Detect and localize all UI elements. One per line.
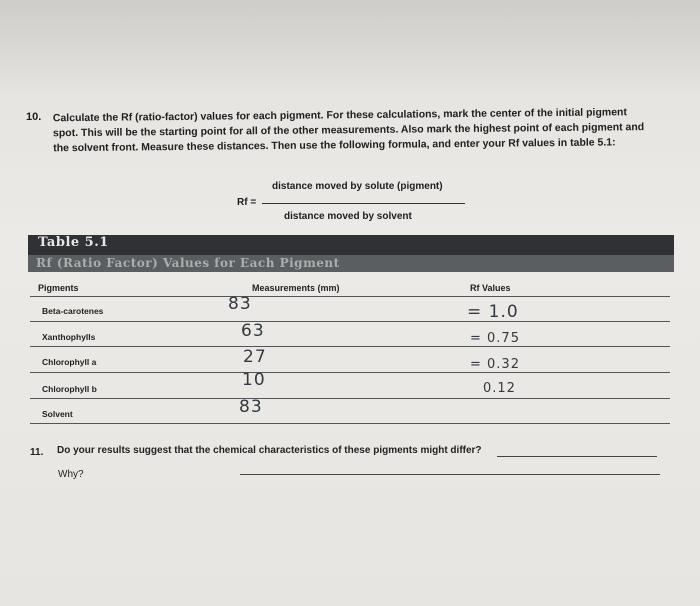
table-header-rule [30,296,670,297]
rf-value-chlorophyll-b: 0.12 [483,381,516,396]
question-10-line-3: the solvent front. Measure these distances. Then use the following formula, and enter your Rf values in table 5.1: [53,136,616,155]
table-subtitle: Rf (Ratio Factor) Values for Each Pigment [36,256,340,270]
row-label-chlorophyll-a: Chlorophyll a [42,357,97,367]
row-rule [30,346,670,347]
question-10-line-1: Calculate the Rf (ratio-factor) values for each pigment. For these calculations, mark the center of the initial pigment [52,106,628,125]
question-10-line-2: spot. This will be the starting point for all of the other measurements. Also mark the highest point of each pigment and [52,121,645,140]
measurement-xanthophylls: 63 [241,321,265,341]
rf-value-chlorophyll-a: = 0.32 [470,357,520,372]
table-title: Table 5.1 [38,235,109,250]
question-11-why: Why? [58,469,84,480]
question-11-text: Do your results suggest that the chemical characteristics of these pigments might differ? [57,445,482,456]
rf-value-beta-carotenes: = 1.0 [467,302,519,322]
answer-line-11 [497,456,657,457]
column-header-rf-values: Rf Values [470,283,511,293]
formula-lhs: Rf = [237,197,257,208]
measurement-solvent: 83 [239,397,263,417]
row-label-chlorophyll-b: Chlorophyll b [42,384,97,394]
rf-value-xanthophylls: = 0.75 [470,331,520,346]
row-label-solvent: Solvent [42,409,73,419]
row-rule [30,423,670,424]
question-10-number: 10. [26,111,42,123]
fraction-bar [262,203,465,204]
column-header-pigments: Pigments [38,283,79,293]
row-rule [30,372,670,373]
table-title-bar [28,235,674,255]
answer-line-why [240,474,660,475]
formula-numerator: distance moved by solute (pigment) [272,181,443,192]
row-rule [30,398,670,399]
row-label-xanthophylls: Xanthophylls [42,332,96,342]
measurement-chlorophyll-a: 27 [243,347,267,367]
question-11-number: 11. [30,447,44,458]
measurement-beta-carotenes: 83 [228,294,252,314]
formula-denominator: distance moved by solvent [284,211,412,222]
column-header-measurements: Measurements (mm) [252,283,340,293]
row-rule [30,321,670,322]
question-10-text [53,105,678,157]
measurement-chlorophyll-b: 10 [242,370,266,390]
row-label-beta-carotenes: Beta-carotenes [42,306,104,316]
page-shadow [0,0,700,95]
